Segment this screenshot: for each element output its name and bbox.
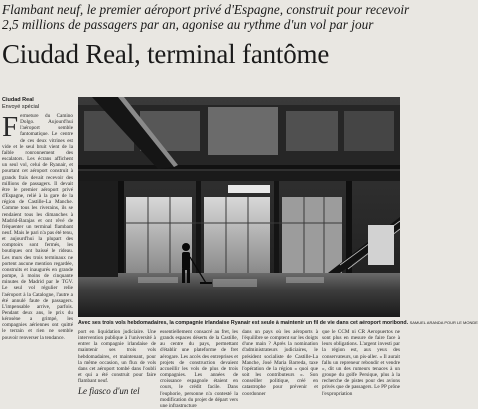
airport-hall-photo (78, 97, 400, 317)
article-column-3 (160, 329, 238, 409)
photo-credit: SAMUEL ARANDA POUR LE MONDE (409, 320, 478, 325)
byline (2, 97, 39, 110)
article-kicker (2, 2, 410, 32)
article-column-4 (242, 329, 318, 400)
column-3-text: essentiellement consacré au fret, les grands espaces déserts de la Castille, au centre du pays, permettant d'établir une plateforme de fret aérogare. Les accès des entreprises et projets de construction devaient accueillir les vols de plus de trois compagnies. Les années de croissance espagnole étaient en cours, le crédit facile. Dans l'euphorie, personne n'a contesté la modification du projet de départ vers une infrastructure (160, 329, 238, 409)
kicker-line-1: Flambant neuf, le premier aéroport privé d'Espagne, construit pour recevoir (2, 2, 410, 17)
photo-illustration (78, 97, 400, 317)
caption-text: Avec ses trois vols hebdomadaires, la compagnie irlandaise Ryanair est seule à maintenir un fil de vie dans cet aéroport moribond. (78, 320, 409, 326)
photo-caption (78, 320, 478, 326)
article-headline: Ciudad Real, terminal fantôme (2, 39, 330, 69)
article-column-5 (322, 329, 400, 400)
column-2-text: port en liquidation judiciaire. Une intervention publique à l'université à entrer la compagnie irlandaise de maintenir ses trois vols hebdomadaires, et maintenant, pour la même occasion, un flux de vols dans cet aéroport tombé dans l'oubli et qui a été construit pour faire flambant neuf. (78, 329, 156, 385)
column-1-text: ermeture du Camino Dolgo. Aujourd'hui l'aéroport semble fantomatique. Le centre de ces deux vitrines est vide et le seul bruit vient de la faible ronronnement des escalators. Les écrans affichent un seul vol, celui de Ryanair, et pourtant cet aéroport construit à grands frais devait recevoir des millions de passagers. Il devait être le premier aéroport privé d'Espagne, relié à la gare de la région de Castille-La Manche. Comme tous les riverains, ils se rendaient tous les dimanches à Madrid-Barajas et ont rêvé de fréquenter un terminal flambant neuf. Mais le pari n'a pas été tenu, et aujourd'hui la plupart des comptoirs sont fermés, les boutiques ont baissé le rideau. Les murs des trois terminaux ne portent aucune mention regardée, construits et inaugurés en grande pompe, à moins de cinquante minutes de Madrid par le TGV. Le seul vol régulier relie l'aéroport à la Catalogne, l'autre a été annulé faute de passagers. L'impensable arrive, parfois. Pendant deux ans, le prix du kérosène a grimpé, les compagnies aériennes ont quitté le terrain et rien ne semble pouvoir renverser la tendance. (2, 113, 73, 341)
byline-place: Ciudad Real (2, 97, 34, 103)
column-5-text: que le CCM ni CR Aeropuertos ne sont plus en mesure de faire face à leurs obligations. L'argent investi par la région est, aux yeux des conservateurs, un pis-aller. « Il aurait fallu un repreneur rebondir et vendre », dit un des rumeurs tenaces à un groupe du golfe Persique, plus à la recherche de pistes pour des avions privés que de passagers. Le PP prône l'expropriation (322, 329, 400, 397)
byline-role: Envoyé spécial (2, 103, 39, 110)
drop-cap: F (2, 111, 19, 143)
kicker-line-2: 2,5 millions de passagers par an, agonise au rythme d'un vol par jour (2, 17, 374, 32)
column-4-text: dans un pays où les aéroports à l'équilibre se comptent sur les doigts d'une main ? Après la nomination d'administrateurs judiciaires, le président socialiste de Castille-La Manche, José Maria Barreda, taxe l'opération de la région « quoi que soit les contributeurs ». Son conseiller politique, créé en catastrophe pour prévenir et coordonner (242, 329, 318, 397)
article-subhead: Le fiasco d'un tel (78, 386, 144, 397)
article-column-1 (2, 113, 73, 403)
